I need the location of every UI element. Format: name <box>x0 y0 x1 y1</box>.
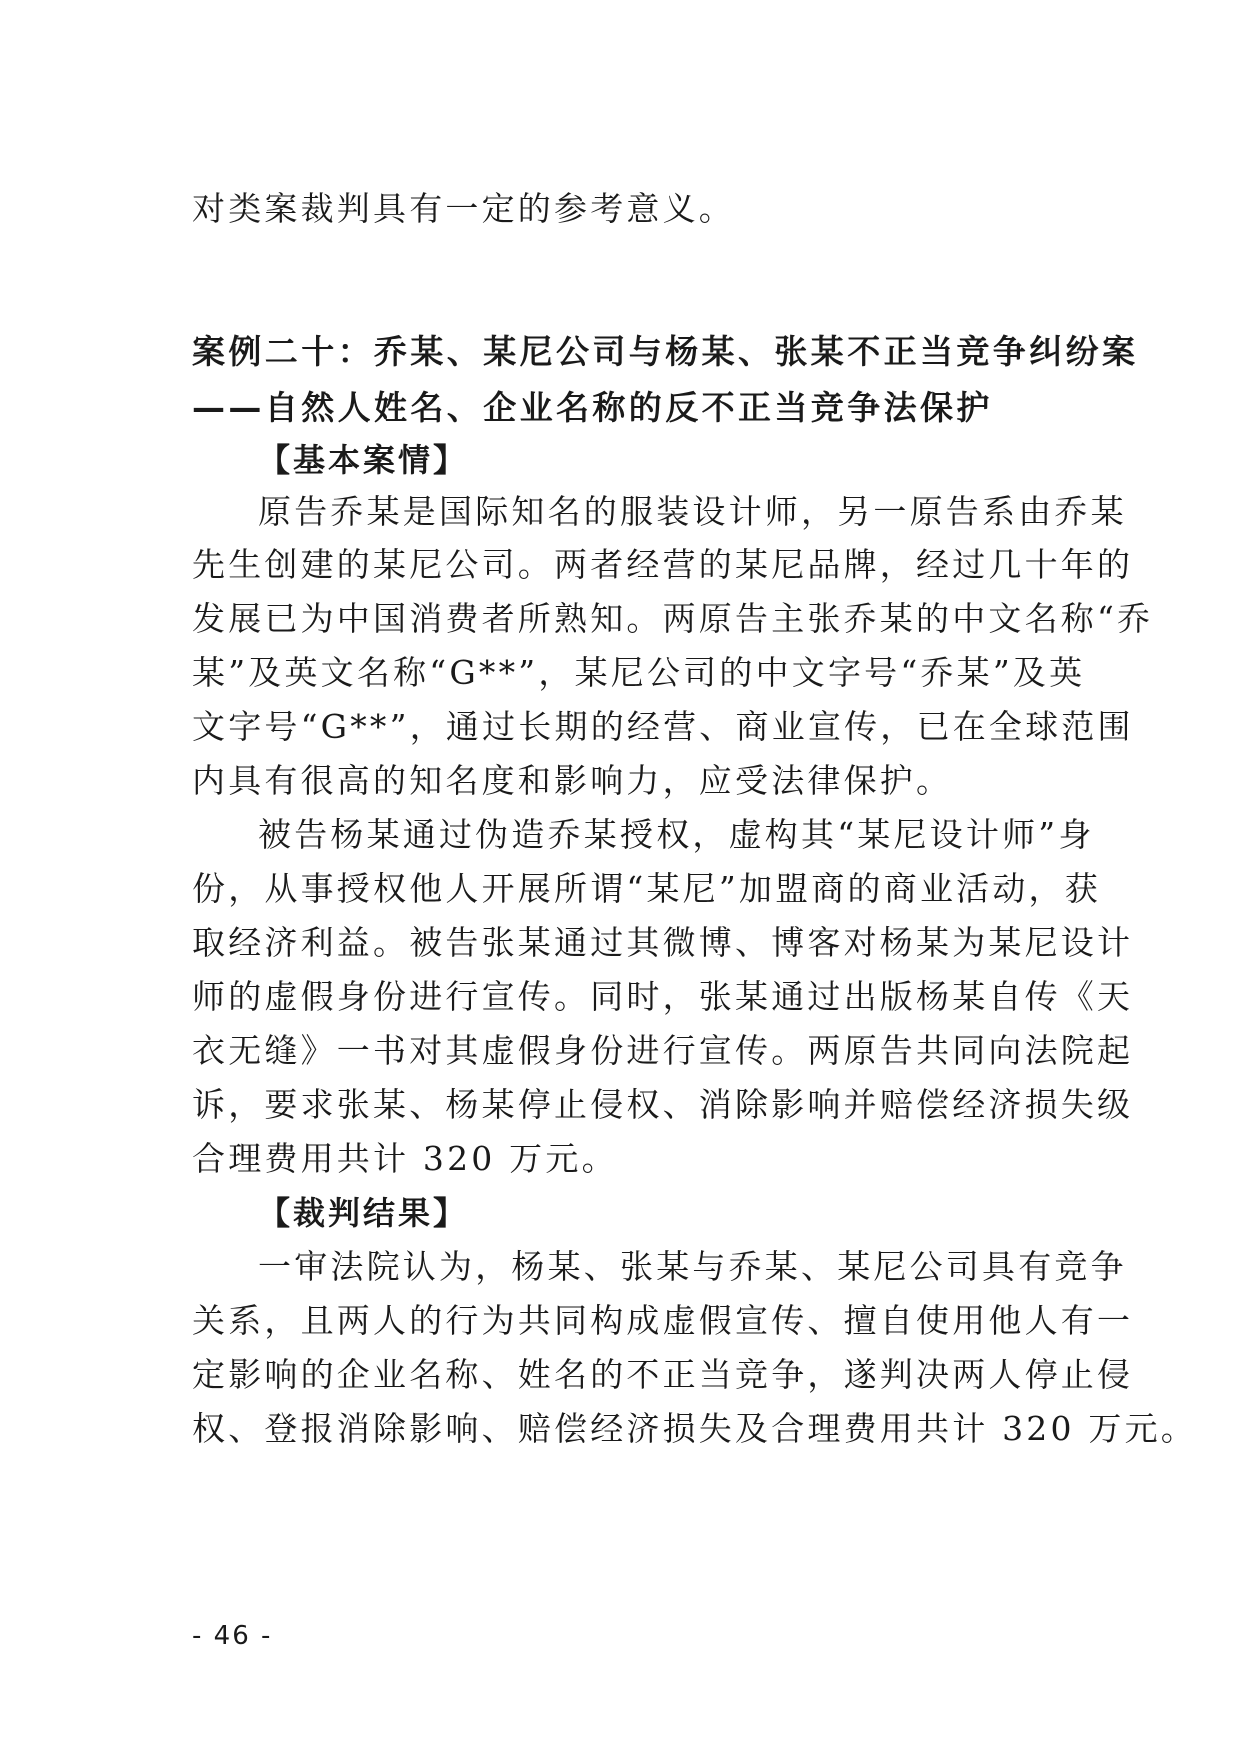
facts-para1-line: 原告乔某是国际知名的服装设计师，另一原告系由乔某 <box>258 492 1127 531</box>
facts-para2-line: 份，从事授权他人开展所谓“某尼”加盟商的商业活动，获 <box>192 869 1101 908</box>
facts-para2-line: 被告杨某通过伪造乔某授权，虚构其“某尼设计师”身 <box>258 815 1095 854</box>
facts-para1-line: 某”及英文名称“G**”，某尼公司的中文字号“乔某”及英 <box>192 653 1086 692</box>
facts-para1-line: 发展已为中国消费者所熟知。两原告主张乔某的中文名称“乔 <box>192 599 1154 638</box>
facts-para2-line: 衣无缝》一书对其虚假身份进行宣传。两原告共同向法院起 <box>192 1031 1134 1070</box>
continuation-text: 对类案裁判具有一定的参考意义。 <box>192 189 735 228</box>
case-title: 案例二十：乔某、某尼公司与杨某、张某不正当竞争纠纷案 <box>192 332 1139 371</box>
judgment-para1-line: 权、登报消除影响、赔偿经济损失及合理费用共计 320 万元。 <box>192 1409 1197 1448</box>
facts-para1-line: 内具有很高的知名度和影响力，应受法律保护。 <box>192 761 953 800</box>
section-heading-judgment: 【裁判结果】 <box>258 1194 469 1232</box>
page-number: - 46 - <box>192 1621 273 1651</box>
facts-para2-line: 师的虚假身份进行宣传。同时，张某通过出版杨某自传《天 <box>192 977 1134 1016</box>
facts-para2-line: 合理费用共计 320 万元。 <box>192 1139 618 1178</box>
facts-para1-line: 先生创建的某尼公司。两者经营的某尼品牌，经过几十年的 <box>192 545 1134 584</box>
facts-para2-line: 诉，要求张某、杨某停止侵权、消除影响并赔偿经济损失级 <box>192 1085 1134 1124</box>
judgment-para1-line: 一审法院认为，杨某、张某与乔某、某尼公司具有竞争 <box>258 1247 1127 1286</box>
judgment-para1-line: 关系，且两人的行为共同构成虚假宣传、擅自使用他人有一 <box>192 1301 1134 1340</box>
section-heading-facts: 【基本案情】 <box>258 441 469 479</box>
facts-para2-line: 取经济利益。被告张某通过其微博、博客对杨某为某尼设计 <box>192 923 1134 962</box>
facts-para1-line: 文字号“G**”，通过长期的经营、商业宣传，已在全球范围 <box>192 707 1134 746</box>
case-subtitle: ——自然人姓名、企业名称的反不正当竞争法保护 <box>192 388 993 427</box>
judgment-para1-line: 定影响的企业名称、姓名的不正当竞争，遂判决两人停止侵 <box>192 1355 1134 1394</box>
